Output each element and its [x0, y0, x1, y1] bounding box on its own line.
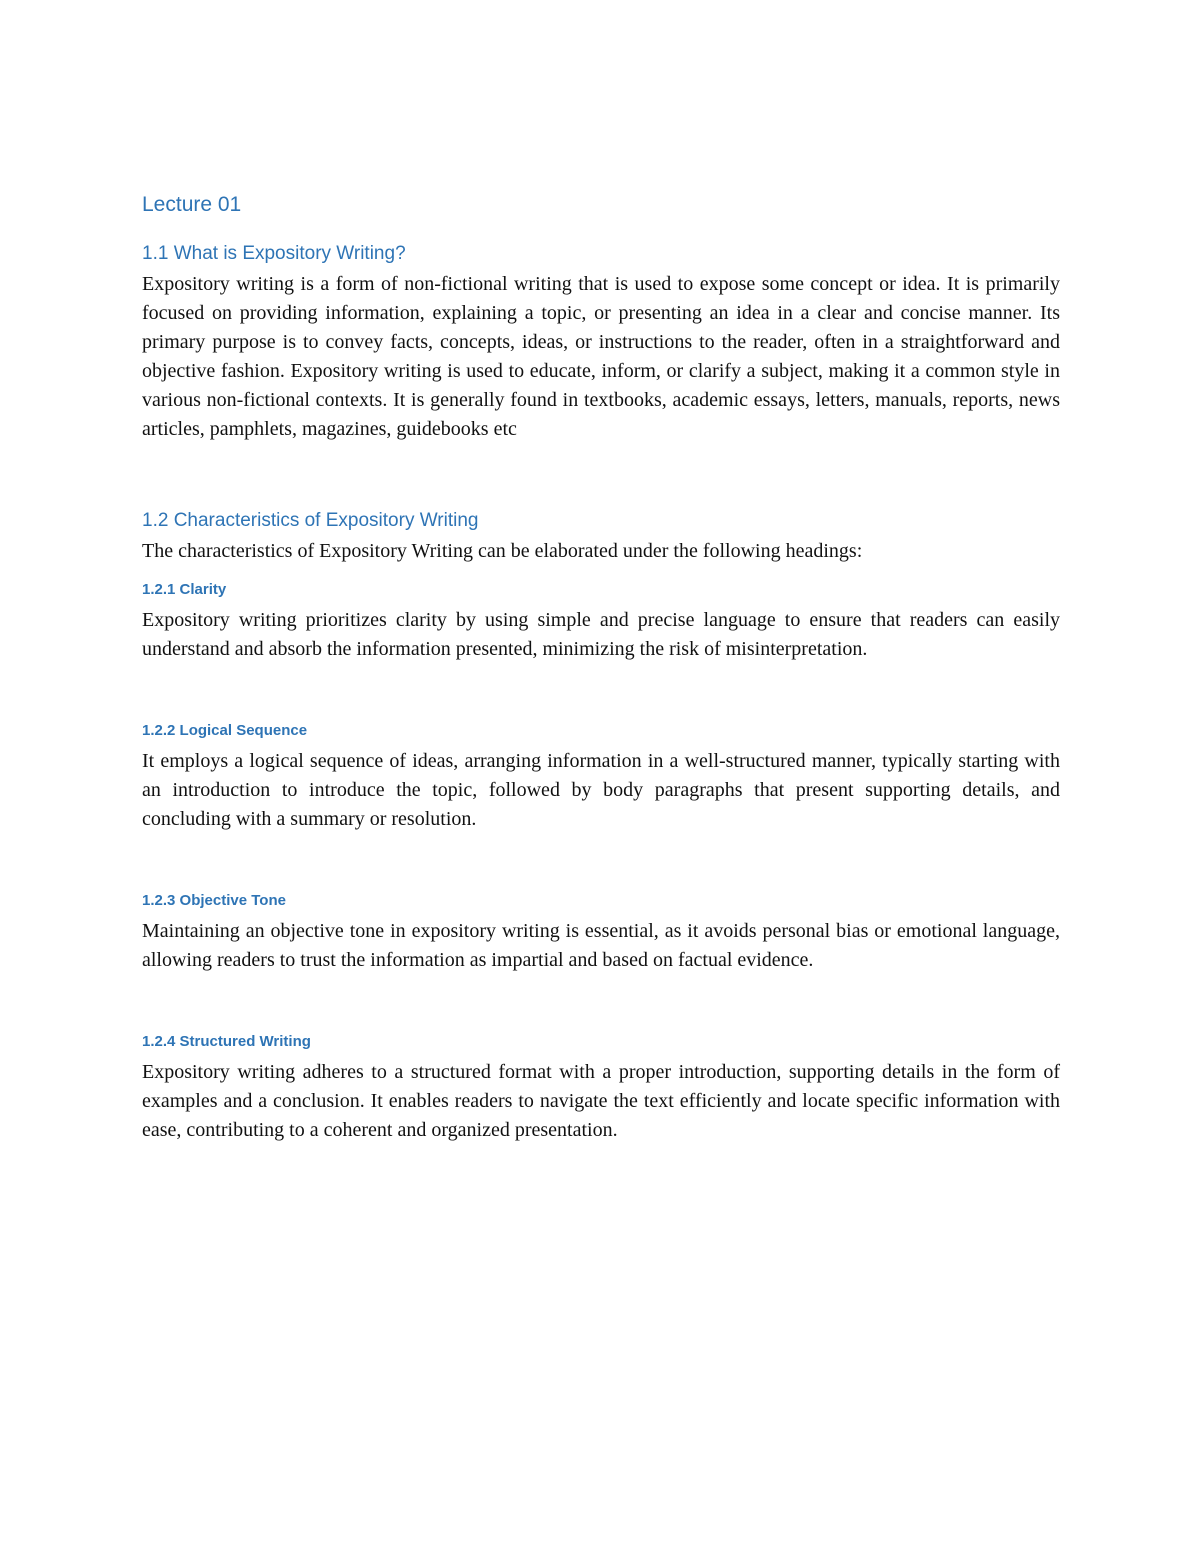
- section-1-2: [142, 509, 1060, 1145]
- lecture-title: Lecture 01: [142, 193, 242, 216]
- spacer: [142, 834, 1060, 891]
- subsection-structured-writing: [142, 1032, 1060, 1145]
- spacer: [142, 566, 1060, 580]
- spacer: [142, 664, 1060, 721]
- spacer: [142, 975, 1060, 1032]
- section-1-2-heading: 1.2 Characteristics of Expository Writing: [142, 510, 479, 531]
- subsection-structured-writing-body: Expository writing adheres to a structured format with a proper introduction, supporting details in the form of examples and a conclusion. It enables readers to navigate the text efficiently and locate specific information with ease, contributing to a coherent and organized presentation.: [142, 1061, 1060, 1141]
- section-1-1: [142, 242, 1060, 444]
- subsection-structured-writing-heading: 1.2.4 Structured Writing: [142, 1033, 311, 1050]
- section-1-1-body: Expository writing is a form of non-fictional writing that is used to expose some concept or idea. It is primarily focused on providing information, explaining a topic, or presenting an idea in a clear and concise manner. Its primary purpose is to convey facts, concepts, ideas, or instructions to the reader, often in a straightforward and objective fashion. Expository writing is used to educate, inform, or clarify a subject, making it a common style in various non-fictional contexts. It is generally found in textbooks, academic essays, letters, manuals, reports, news articles, pamphlets, magazines, guidebooks etc: [142, 273, 1060, 440]
- section-1-1-heading: 1.1 What is Expository Writing?: [142, 243, 406, 264]
- subsection-objective-tone-body: Maintaining an objective tone in expository writing is essential, as it avoids personal bias or emotional language, allowing readers to trust the information as impartial and based on factual evidence.: [142, 920, 1060, 971]
- document-page: [142, 190, 1060, 1145]
- subsection-objective-tone-heading: 1.2.3 Objective Tone: [142, 892, 286, 909]
- subsection-clarity: [142, 580, 1060, 664]
- subsection-logical-sequence-body: It employs a logical sequence of ideas, arranging information in a well-structured manner, typically starting with an introduction to introduce the topic, followed by body paragraphs that present supporting details, and concluding with a summary or resolution.: [142, 750, 1060, 830]
- subsection-logical-sequence: [142, 721, 1060, 834]
- subsection-clarity-heading: 1.2.1 Clarity: [142, 581, 227, 598]
- section-1-2-intro: The characteristics of Expository Writing can be elaborated under the following headings:: [142, 540, 863, 562]
- subsection-clarity-body: Expository writing prioritizes clarity by using simple and precise language to ensure that readers can easily understand and absorb the information presented, minimizing the risk of misinterpretation.: [142, 609, 1060, 660]
- subsection-objective-tone: [142, 891, 1060, 975]
- subsection-logical-sequence-heading: 1.2.2 Logical Sequence: [142, 722, 308, 739]
- spacer: [142, 444, 1060, 509]
